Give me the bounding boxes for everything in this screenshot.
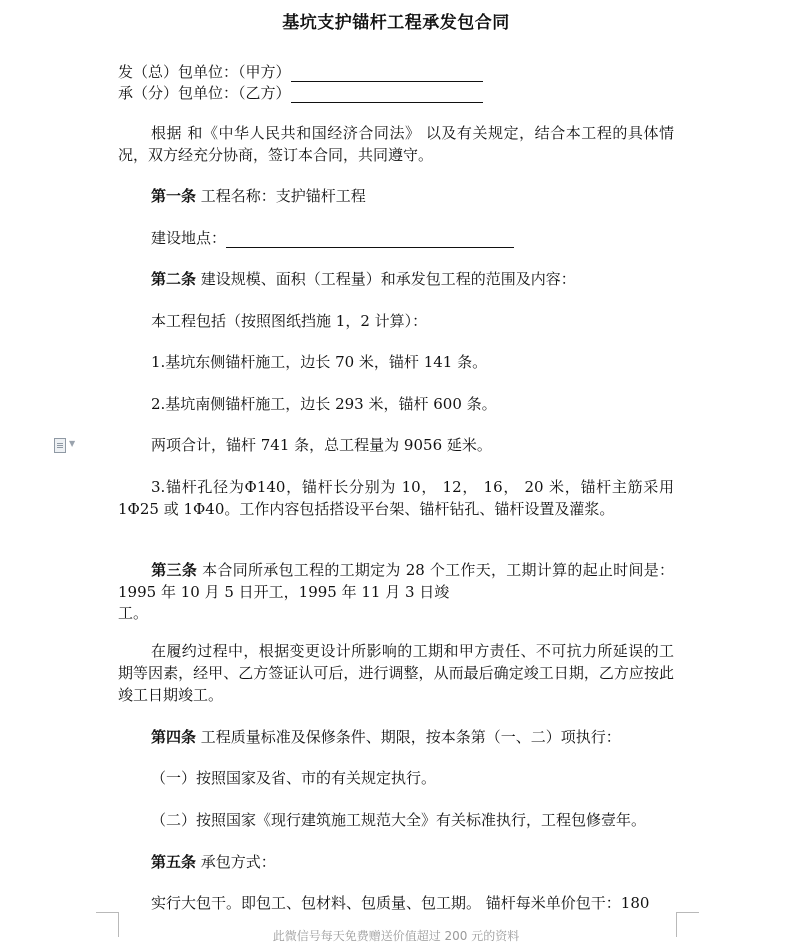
- article-3-paragraph-2: 在履约过程中，根据变更设计所影响的工期和甲方责任、不可抗力所延误的工期等因素，经甲、乙方签证认可后，进行调整，从而最后确定竣工日期，乙方应按此竣工日期竣工。: [118, 642, 674, 704]
- party-a-label: 发（总）包单位：（甲方）: [118, 63, 291, 81]
- scope-item-3: 3.锚杆孔径为Φ140，锚杆长分别为 10， 12， 16， 20 米，锚杆主筋采用 1Φ25 或 1Φ40。工作内容包括搭设平台架、锚杆钻孔、锚杆设置及灌浆。: [118, 478, 674, 518]
- article-5-paragraph: 实行大包干。即包工、包材料、包质量、包工期。 锚杆每米单价包干：180: [151, 894, 650, 912]
- document-title: 基坑支护锚杆工程承发包合同: [282, 13, 510, 33]
- chevron-down-icon: ▼: [69, 439, 76, 448]
- article-2-heading: 第二条: [151, 270, 197, 288]
- footer-note: 此微信号每天免费赠送价值超过 200 元的资料: [272, 929, 520, 943]
- article-5-text: 承包方式：: [196, 853, 276, 871]
- article-3-heading: 第三条: [151, 561, 198, 579]
- article-3-end: 工。: [118, 604, 149, 622]
- article-1-text: 工程名称：支护锚杆工程: [196, 187, 366, 205]
- scope-total: 两项合计，锚杆 741 条，总工程量为 9056 延米。: [151, 436, 492, 454]
- article-2-text: 建设规模、面积（工程量）和承发包工程的范围及内容：: [196, 270, 576, 288]
- article-2: [151, 269, 576, 289]
- article-1-heading: 第一条: [151, 187, 197, 205]
- article-5-heading: 第五条: [151, 853, 197, 871]
- site-blank: [226, 231, 514, 248]
- document-icon[interactable]: [54, 438, 80, 452]
- article-4-heading: 第四条: [151, 728, 197, 746]
- article-3-text: 本合同所承包工程的工期定为 28 个工作天，工期计算的起止时间是：1995 年 10 月 5 日开工，1995 年 11 月 3 日竣: [118, 561, 674, 601]
- page-icon: [54, 438, 66, 453]
- party-a-blank: [291, 65, 483, 82]
- party-b-line: [118, 83, 483, 103]
- article-4: [151, 727, 621, 747]
- scope-item-2: 2.基坑南侧锚杆施工，边长 293 米，锚杆 600 条。: [151, 395, 497, 413]
- party-b-blank: [291, 86, 483, 103]
- article-4-item-2: （二）按照国家《现行建筑施工规范大全》有关标准执行，工程包修壹年。: [151, 811, 647, 829]
- site-line: [151, 228, 514, 248]
- article-1: [151, 186, 366, 206]
- party-b-label: 承（分）包单位：（乙方）: [118, 84, 291, 102]
- article-3: [118, 559, 674, 603]
- intro-paragraph: 根据 和《中华人民共和国经济合同法》 以及有关规定，结合本工程的具体情况，双方经充分协商，签订本合同，共同遵守。: [118, 124, 674, 164]
- article-4-text: 工程质量标准及保修条件、期限，按本条第（一、二）项执行：: [196, 728, 621, 746]
- scope-intro: 本工程包括（按照图纸挡施 1，2 计算）：: [151, 312, 428, 330]
- scope-item-1: 1.基坑东侧锚杆施工，边长 70 米，锚杆 141 条。: [151, 353, 488, 371]
- party-a-line: [118, 62, 483, 82]
- article-5: [151, 852, 276, 872]
- site-label: 建设地点：: [151, 229, 227, 247]
- article-4-item-1: （一）按照国家及省、市的有关规定执行。: [151, 769, 437, 787]
